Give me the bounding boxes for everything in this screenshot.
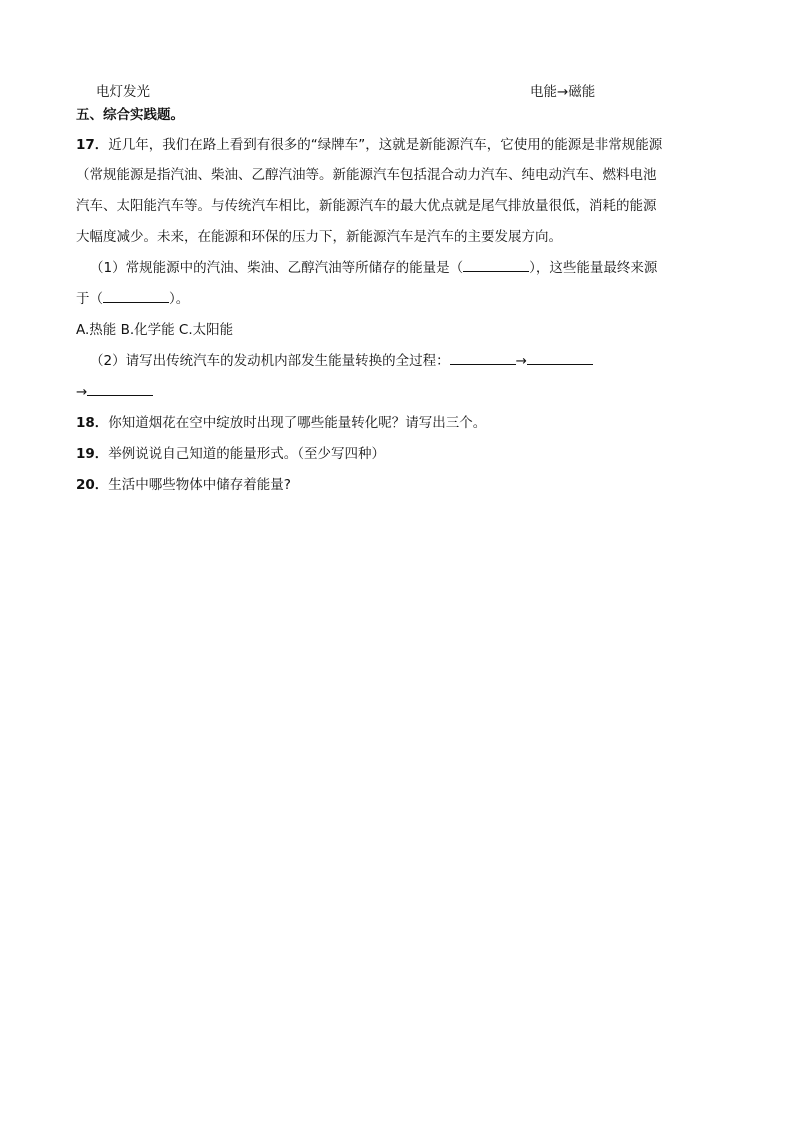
q20-line [76, 476, 291, 494]
q17-line-2: （常规能源是指汽油、柴油、乙醇汽油等。新能源汽车包括混合动力汽车、纯电动汽车、燃料电池 [76, 167, 657, 183]
q17-sub1-prompt: （1）常规能源中的汽油、柴油、乙醇汽油等所储存的能量是（ [90, 260, 464, 276]
arrow-icon: → [76, 384, 88, 400]
q19-number: 19． [76, 446, 109, 462]
prev-row-right: 电能→磁能 [530, 84, 596, 100]
q18-line [76, 414, 486, 432]
q17-sub2-line-2 [76, 383, 153, 401]
q17-text-1: 近几年，我们在路上看到有很多的“绿牌车”，这就是新能源汽车，它使用的能源是非常规能源 [108, 137, 663, 153]
q17-sub2-blank-1[interactable] [450, 352, 516, 365]
q17-sub1-blank-1[interactable] [463, 259, 529, 272]
q17-sub2-blank-3[interactable] [87, 383, 153, 396]
q17-sub2-blank-2[interactable] [527, 352, 593, 365]
q17-sub1-yu: 于（ [76, 291, 103, 307]
q20-number: 20． [76, 477, 109, 493]
q17-sub1-blank-2[interactable] [103, 290, 169, 303]
arrow-icon: → [515, 353, 527, 369]
q17-line-3: 汽车、太阳能汽车等。与传统汽车相比，新能源汽车的最大优点就是尾气排放量很低，消耗的能源 [76, 198, 657, 214]
q17-sub1-end: ）。 [169, 291, 190, 307]
q19-line [76, 445, 385, 463]
q20-text: 生活中哪些物体中储存着能量? [108, 477, 291, 493]
q17-options: A.热能 B.化学能 C.太阳能 [76, 322, 234, 338]
q17-sub2-prompt: （2）请写出传统汽车的发动机内部发生能量转换的全过程： [90, 353, 450, 369]
q17-sub2-line-1 [90, 352, 593, 370]
q17-sub1-line-1 [90, 259, 657, 277]
q19-text: 举例说说自己知道的能量形式。（至少写四种） [108, 446, 386, 462]
q17-line-4: 大幅度减少。未来，在能源和环保的压力下，新能源汽车是汽车的主要发展方向。 [76, 229, 562, 245]
q17-number: 17． [76, 137, 109, 153]
q17-sub1-line-2 [76, 290, 189, 308]
q17-line-1 [76, 136, 662, 154]
section-title: 五、综合实践题。 [76, 107, 184, 123]
q18-text: 你知道烟花在空中绽放时出现了哪些能量转化呢？请写出三个。 [108, 415, 487, 431]
q17-sub1-continue: ），这些能量最终来源 [529, 260, 658, 276]
prev-row-left: 电灯发光 [96, 84, 150, 100]
q18-number: 18． [76, 415, 109, 431]
